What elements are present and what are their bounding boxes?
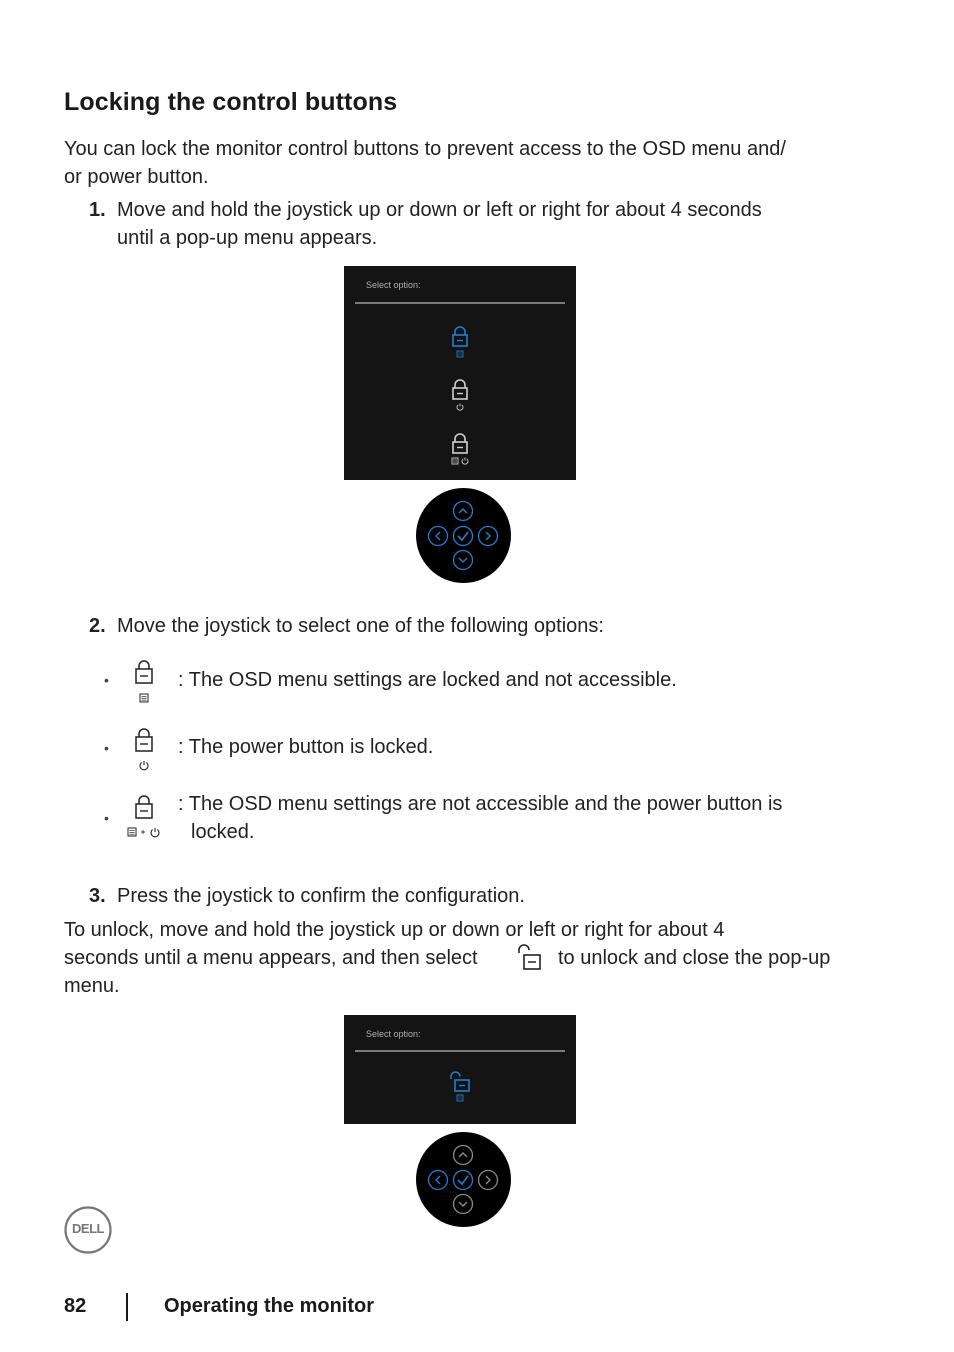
unlock-icon <box>515 944 543 972</box>
option-3-line-2: locked. <box>191 821 255 843</box>
unlock-line-3: menu. <box>64 975 120 997</box>
osd-unlock-menu <box>344 1015 576 1124</box>
osd-divider <box>355 1050 565 1052</box>
step-3-number: 3. <box>89 885 106 907</box>
step-1-line-2: until a pop-up menu appears. <box>117 227 378 249</box>
intro-line-1: You can lock the monitor control buttons to prevent access to the OSD menu and/ <box>64 138 786 160</box>
osd-title: Select option: <box>366 280 421 290</box>
intro-paragraph <box>64 135 786 191</box>
page-heading: Locking the control buttons <box>64 88 398 116</box>
joystick-diagram-icon <box>416 488 511 583</box>
step-1-number: 1. <box>89 199 106 221</box>
step-1-text <box>117 196 762 252</box>
footer-divider <box>126 1293 128 1321</box>
bullet: • <box>104 672 109 688</box>
menu-lock-icon <box>133 660 155 706</box>
joystick-diagram-icon <box>416 1132 511 1227</box>
bullet: • <box>104 810 109 826</box>
osd-power-lock-icon[interactable] <box>450 379 470 413</box>
osd-unlock-icon[interactable] <box>447 1071 473 1105</box>
option-3-text <box>178 790 782 846</box>
dell-logo-text: DELL <box>72 1221 104 1236</box>
menu-power-lock-icon <box>126 795 164 841</box>
option-2-text: : The power button is locked. <box>178 736 434 758</box>
bullet: • <box>104 740 109 756</box>
osd-menu-lock-icon[interactable] <box>450 326 470 360</box>
intro-line-2: or power button. <box>64 166 209 188</box>
osd-lock-menu <box>344 266 576 480</box>
page-number: 82 <box>64 1295 87 1317</box>
osd-menu-power-lock-icon[interactable] <box>448 433 472 467</box>
step-3-text: Press the joystick to confirm the configuration. <box>117 885 525 907</box>
dell-logo <box>64 1206 112 1254</box>
step-2-number: 2. <box>89 615 106 637</box>
unlock-line-2b: to unlock and close the pop-up <box>558 947 831 969</box>
osd-divider <box>355 302 565 304</box>
footer-section-title: Operating the monitor <box>164 1295 374 1317</box>
step-1-line-1: Move and hold the joystick up or down or left or right for about 4 seconds <box>117 199 762 221</box>
option-1-text: : The OSD menu settings are locked and not accessible. <box>178 669 677 691</box>
step-2-text: Move the joystick to select one of the following options: <box>117 615 604 637</box>
option-3-line-1: : The OSD menu settings are not accessible and the power button is <box>178 793 783 815</box>
unlock-line-2a: seconds until a menu appears, and then select <box>64 947 478 969</box>
unlock-line-1: To unlock, move and hold the joystick up or down or left or right for about 4 <box>64 919 725 941</box>
osd-title: Select option: <box>366 1029 421 1039</box>
power-lock-icon <box>133 728 155 774</box>
